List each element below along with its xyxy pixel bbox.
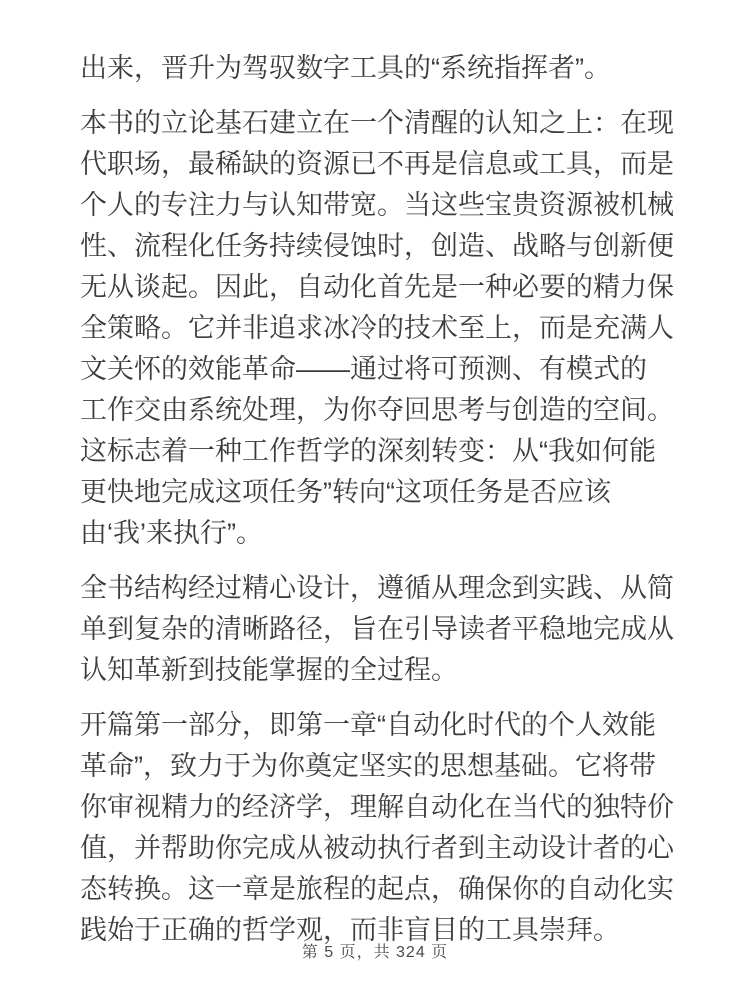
text-line: 出来，晋升为驾驭数字工具的“系统指挥者”。: [80, 53, 611, 83]
text-line: 代职场，最稀缺的资源已不再是信息或工具，而是: [80, 149, 674, 179]
text-line: 值，并帮助你完成从被动执行者到主动设计者的心: [80, 833, 674, 863]
page-footer: [0, 939, 750, 962]
text-line: 性、流程化任务持续侵蚀时，创造、战略与创新便: [80, 231, 674, 261]
text-line: 这标志着一种工作哲学的深刻转变：从“我如何能: [80, 436, 656, 466]
text-line: 开篇第一部分，即第一章“自动化时代的个人效能: [80, 710, 656, 740]
paragraph-2: [80, 103, 682, 554]
text-line: 文关怀的效能革命——通过将可预测、有模式的: [80, 354, 647, 384]
text-line: 态转换。这一章是旅程的起点，确保你的自动化实: [80, 874, 674, 904]
text-line: 个人的专注力与认知带宽。当这些宝贵资源被机械: [80, 190, 674, 220]
page-indicator: 第 5 页，共 324 页: [301, 944, 449, 961]
text-line: 全策略。它并非追求冰冷的技术至上，而是充满人: [80, 313, 674, 343]
text-line: 单到复杂的清晰路径，旨在引导读者平稳地完成从: [80, 614, 674, 644]
text-line: 由‘我’来执行”。: [80, 518, 263, 548]
text-line: 工作交由系统处理，为你夺回思考与创造的空间。: [80, 395, 674, 425]
paragraph-4: [80, 705, 682, 951]
text-line: 革命”，致力于为你奠定坚实的思想基础。它将带: [80, 751, 656, 781]
paragraph-3: [80, 568, 682, 691]
text-line: 认知革新到技能掌握的全过程。: [80, 655, 458, 685]
text-line: 全书结构经过精心设计，遵循从理念到实践、从简: [80, 573, 674, 603]
paragraph-1: [80, 48, 682, 89]
text-line: 无从谈起。因此，自动化首先是一种必要的精力保: [80, 272, 674, 302]
text-line: 本书的立论基石建立在一个清醒的认知之上：在现: [80, 108, 674, 138]
text-line: 你审视精力的经济学，理解自动化在当代的独特价: [80, 792, 674, 822]
text-line: 更快地完成这项任务”转向“这项任务是否应该: [80, 477, 611, 507]
text-line: 践始于正确的哲学观，而非盲目的工具崇拜。: [80, 915, 620, 945]
